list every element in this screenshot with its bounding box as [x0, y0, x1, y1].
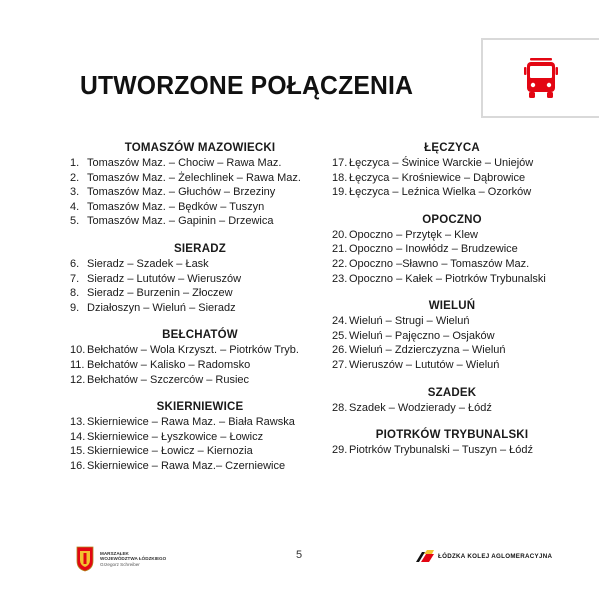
- route-item: [70, 257, 330, 272]
- route-text: Wieruszów – Lututów – Wieluń: [349, 358, 500, 371]
- route-item: [70, 185, 330, 200]
- route-item: [70, 459, 330, 474]
- route-item: [332, 185, 572, 200]
- bus-icon: [524, 57, 558, 101]
- route-text: Łęczyca – Leźnica Wielka – Ozorków: [349, 186, 532, 199]
- route-number: 18.: [332, 171, 348, 184]
- route-text: Skierniewice – Rawa Maz. – Biała Rawska: [87, 416, 295, 429]
- route-item: [332, 443, 572, 458]
- route-text: Łęczyca – Świnice Warckie – Uniejów: [349, 157, 534, 169]
- region-title: TOMASZÓW MAZOWIECKI: [124, 142, 276, 154]
- route-text: Sieradz – Burzenin – Złoczew: [87, 287, 233, 300]
- route-text: Wieluń – Zdzierczyzna – Wieluń: [349, 344, 506, 357]
- route-text: Łęczyca – Krośniewice – Dąbrowice: [349, 171, 526, 184]
- region-title: WIELUŃ: [428, 300, 476, 313]
- region-title: SKIERNIEWICE: [156, 401, 244, 414]
- route-item: [70, 272, 330, 287]
- coat-of-arms-icon: [76, 546, 94, 572]
- route-item: [70, 415, 330, 430]
- region-wielun: [332, 299, 572, 372]
- region-title: ŁĘCZYCA: [424, 142, 480, 154]
- region-title: SIERADZ: [174, 242, 226, 255]
- region-opoczno: [332, 213, 572, 286]
- route-item: [70, 156, 330, 171]
- lka-logo: [416, 550, 552, 563]
- marshal-logo: [76, 546, 166, 572]
- route-text: Działoszyn – Wieluń – Sieradz: [87, 301, 236, 314]
- region-leczyca: [332, 141, 572, 200]
- page-number: 5: [296, 549, 303, 561]
- lka-icon: [416, 550, 434, 563]
- route-item: [332, 228, 572, 243]
- route-text: Bełchatów – Szczerców – Rusiec: [87, 373, 250, 386]
- route-number: 9.: [70, 301, 80, 314]
- region-belchatow: [70, 328, 330, 387]
- route-number: 19.: [332, 186, 348, 199]
- route-item: [332, 314, 572, 329]
- route-number: 6.: [70, 257, 80, 270]
- route-text: Skierniewice – Łowicz – Kiernozia: [87, 445, 253, 458]
- route-text: Tomaszów Maz. – Głuchów – Brzeziny: [87, 186, 276, 199]
- route-item: [70, 286, 330, 301]
- route-item: [332, 272, 572, 287]
- route-number: 16.: [70, 459, 86, 472]
- route-number: 17.: [332, 157, 348, 169]
- route-item: [70, 200, 330, 215]
- route-text: Sieradz – Lututów – Wieruszów: [87, 272, 242, 285]
- page-title: UTWORZONE POŁĄCZENIA: [80, 70, 414, 100]
- route-item: [332, 343, 572, 358]
- route-number: 7.: [70, 272, 80, 285]
- region-piotrkow: [332, 428, 572, 458]
- route-text: Tomaszów Maz. – Chociw – Rawa Maz.: [87, 157, 282, 169]
- route-number: 29.: [332, 444, 348, 457]
- route-number: 14.: [70, 430, 86, 443]
- region-title: OPOCZNO: [422, 213, 482, 226]
- route-text: Tomaszów Maz. – Żelechlinek – Rawa Maz.: [87, 171, 301, 184]
- route-number: 26.: [332, 344, 348, 357]
- route-number: 22.: [332, 257, 348, 270]
- lka-label: ŁÓDZKA KOLEJ AGLOMERACYJNA: [438, 553, 553, 560]
- route-item: [332, 401, 572, 416]
- route-text: Tomaszów Maz. – Będków – Tuszyn: [87, 200, 265, 213]
- route-number: 8.: [70, 287, 80, 300]
- route-number: 1.: [70, 157, 80, 169]
- route-item: [70, 171, 330, 186]
- route-text: Opoczno –Sławno – Tomaszów Maz.: [349, 257, 530, 270]
- route-number: 3.: [70, 186, 80, 199]
- route-text: Skierniewice – Rawa Maz.– Czerniewice: [87, 459, 286, 472]
- route-number: 12.: [70, 373, 86, 386]
- region-title: BEŁCHATÓW: [162, 329, 238, 342]
- route-item: [70, 214, 330, 229]
- marshal-line2: WOJEWÓDZTWA ŁÓDZKIEGO: [100, 556, 167, 562]
- route-item: [70, 430, 330, 445]
- route-number: 2.: [70, 171, 80, 184]
- left-column: [70, 141, 330, 487]
- route-number: 5.: [70, 215, 80, 228]
- route-text: Piotrków Trybunalski – Tuszyn – Łódź: [349, 444, 534, 457]
- route-number: 23.: [332, 272, 348, 285]
- route-item: [70, 444, 330, 459]
- route-text: Tomaszów Maz. – Gapinin – Drzewica: [87, 215, 274, 228]
- route-item: [332, 358, 572, 373]
- route-item: [332, 329, 572, 344]
- region-sieradz: [70, 242, 330, 315]
- route-number: 25.: [332, 329, 348, 342]
- route-item: [332, 242, 572, 257]
- region-tomaszow: [70, 141, 330, 229]
- route-number: 15.: [70, 445, 86, 458]
- route-number: 27.: [332, 358, 348, 371]
- route-number: 28.: [332, 401, 348, 414]
- route-text: Bełchatów – Kalisko – Radomsko: [87, 358, 251, 371]
- route-item: [332, 156, 572, 171]
- route-number: 10.: [70, 344, 86, 357]
- route-text: Wieluń – Strugi – Wieluń: [349, 315, 470, 328]
- route-text: Sieradz – Szadek – Łask: [87, 257, 209, 270]
- right-column: [332, 141, 572, 471]
- route-text: Opoczno – Inowłódz – Brudzewice: [349, 243, 518, 256]
- route-text: Bełchatów – Wola Krzyszt. – Piotrków Tryb.: [87, 344, 299, 357]
- route-number: 20.: [332, 228, 348, 241]
- region-skierniewice: [70, 400, 330, 473]
- route-text: Szadek – Wodzierady – Łódź: [349, 401, 492, 414]
- marshal-line1: MARSZAŁEK: [100, 550, 129, 556]
- region-title: SZADEK: [427, 386, 477, 399]
- route-number: 21.: [332, 243, 348, 256]
- region-szadek: [332, 386, 572, 416]
- marshal-name: Grzegorz Schreiber: [100, 561, 140, 567]
- route-text: Wieluń – Pajęczno – Osjaków: [349, 329, 495, 342]
- route-number: 4.: [70, 200, 80, 213]
- route-number: 24.: [332, 315, 348, 328]
- region-title: PIOTRKÓW TRYBUNALSKI: [375, 429, 529, 442]
- route-text: Opoczno – Kałek – Piotrków Trybunalski: [349, 272, 546, 285]
- route-item: [332, 257, 572, 272]
- route-text: Opoczno – Przytęk – Klew: [349, 228, 479, 241]
- route-item: [70, 343, 330, 358]
- route-item: [70, 373, 330, 388]
- route-number: 13.: [70, 416, 86, 429]
- route-item: [70, 358, 330, 373]
- route-number: 11.: [70, 358, 85, 371]
- route-item: [70, 301, 330, 316]
- route-text: Skierniewice – Łyszkowice – Łowicz: [87, 430, 264, 443]
- route-item: [332, 171, 572, 186]
- bus-icon-box: [481, 38, 599, 118]
